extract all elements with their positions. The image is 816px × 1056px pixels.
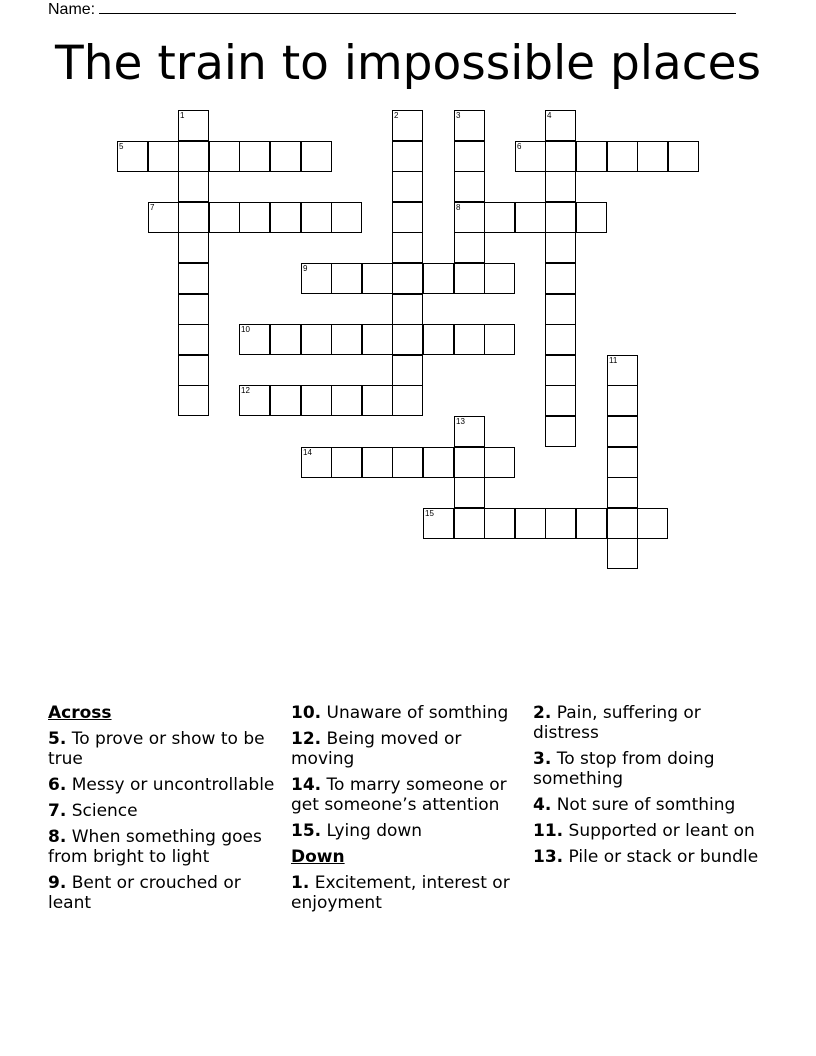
grid-cell[interactable] xyxy=(607,141,638,172)
clue-number: 1 xyxy=(180,111,185,120)
grid-cell[interactable] xyxy=(454,202,485,233)
grid-cell[interactable] xyxy=(484,508,515,539)
grid-cell[interactable] xyxy=(392,202,423,233)
clue-number: 15 xyxy=(425,509,434,518)
grid-cell[interactable] xyxy=(362,447,393,478)
grid-cell[interactable] xyxy=(301,324,332,355)
grid-cell[interactable] xyxy=(117,141,148,172)
grid-cell[interactable] xyxy=(239,324,270,355)
clue-number: 8 xyxy=(456,203,461,212)
grid-cell[interactable] xyxy=(545,141,576,172)
clue-number: 4 xyxy=(547,111,552,120)
grid-cell[interactable] xyxy=(239,141,270,172)
grid-cell[interactable] xyxy=(331,324,362,355)
grid-cell[interactable] xyxy=(178,202,209,233)
grid-cell[interactable] xyxy=(454,171,485,202)
grid-cell[interactable] xyxy=(545,355,576,386)
grid-cell[interactable] xyxy=(515,202,546,233)
clue-number: 11 xyxy=(609,356,618,365)
grid-cell[interactable] xyxy=(607,355,638,386)
clue-column-1 xyxy=(48,703,283,919)
grid-cell[interactable] xyxy=(545,110,576,141)
clue-column-3 xyxy=(533,703,768,873)
clue-down-1: 1. Excitement, interest or enjoyment xyxy=(291,873,510,913)
grid-cell[interactable] xyxy=(545,385,576,416)
grid-cell[interactable] xyxy=(178,171,209,202)
grid-cell[interactable] xyxy=(423,324,454,355)
grid-cell[interactable] xyxy=(270,324,301,355)
page-title: The train to impossible places xyxy=(55,36,761,91)
grid-cell[interactable] xyxy=(454,508,485,539)
grid-cell[interactable] xyxy=(301,141,332,172)
grid-cell[interactable] xyxy=(331,447,362,478)
grid-cell[interactable] xyxy=(545,294,576,325)
across-heading: Across xyxy=(48,703,112,723)
grid-cell[interactable] xyxy=(270,141,301,172)
clue-down-11: 11. Supported or leant on xyxy=(533,821,755,841)
clue-number: 3 xyxy=(456,111,461,120)
clue-number: 5 xyxy=(119,142,124,151)
grid-cell[interactable] xyxy=(545,202,576,233)
grid-cell[interactable] xyxy=(454,232,485,263)
grid-cell[interactable] xyxy=(392,355,423,386)
grid-cell[interactable] xyxy=(545,232,576,263)
down-heading: Down xyxy=(291,847,345,867)
clue-number: 6 xyxy=(517,142,522,151)
grid-cell[interactable] xyxy=(454,110,485,141)
clue-number: 12 xyxy=(241,386,250,395)
grid-cell[interactable] xyxy=(148,141,179,172)
grid-cell[interactable] xyxy=(209,141,240,172)
grid-cell[interactable] xyxy=(576,141,607,172)
grid-cell[interactable] xyxy=(454,263,485,294)
grid-cell[interactable] xyxy=(301,385,332,416)
grid-cell[interactable] xyxy=(392,324,423,355)
clue-number: 13 xyxy=(456,417,465,426)
grid-cell[interactable] xyxy=(270,202,301,233)
grid-cell[interactable] xyxy=(545,171,576,202)
grid-cell[interactable] xyxy=(178,232,209,263)
grid-cell[interactable] xyxy=(423,447,454,478)
clue-number: 2 xyxy=(394,111,399,120)
clue-across-10: 10. Unaware of somthing xyxy=(291,703,509,723)
grid-cell[interactable] xyxy=(454,447,485,478)
grid-cell[interactable] xyxy=(392,232,423,263)
grid-cell[interactable] xyxy=(178,263,209,294)
grid-cell[interactable] xyxy=(545,324,576,355)
grid-cell[interactable] xyxy=(301,447,332,478)
grid-cell[interactable] xyxy=(515,141,546,172)
grid-cell[interactable] xyxy=(301,263,332,294)
grid-cell[interactable] xyxy=(392,294,423,325)
grid-cell[interactable] xyxy=(607,477,638,508)
grid-cell[interactable] xyxy=(668,141,699,172)
grid-cell[interactable] xyxy=(607,385,638,416)
grid-cell[interactable] xyxy=(637,141,668,172)
name-label: Name: xyxy=(48,1,96,18)
grid-cell[interactable] xyxy=(607,416,638,447)
clue-across-5: 5. To prove or show to be true xyxy=(48,729,265,769)
grid-cell[interactable] xyxy=(484,202,515,233)
grid-cell[interactable] xyxy=(545,508,576,539)
clue-across-8: 8. When something goes from bright to light xyxy=(48,827,262,867)
clue-across-9: 9. Bent or crouched or leant xyxy=(48,873,241,913)
grid-cell[interactable] xyxy=(362,263,393,294)
grid-cell[interactable] xyxy=(239,385,270,416)
clue-down-4: 4. Not sure of somthing xyxy=(533,795,736,815)
grid-cell[interactable] xyxy=(392,171,423,202)
clue-down-13: 13. Pile or stack or bundle xyxy=(533,847,759,867)
grid-cell[interactable] xyxy=(484,447,515,478)
grid-cell[interactable] xyxy=(576,508,607,539)
grid-cell[interactable] xyxy=(545,263,576,294)
grid-cell[interactable] xyxy=(392,141,423,172)
grid-cell[interactable] xyxy=(392,263,423,294)
grid-cell[interactable] xyxy=(178,324,209,355)
grid-cell[interactable] xyxy=(423,508,454,539)
grid-cell[interactable] xyxy=(515,508,546,539)
grid-cell[interactable] xyxy=(454,416,485,447)
grid-cell[interactable] xyxy=(270,385,301,416)
clue-across-7: 7. Science xyxy=(48,801,138,821)
clue-number: 14 xyxy=(303,448,312,457)
grid-cell[interactable] xyxy=(484,263,515,294)
grid-cell[interactable] xyxy=(331,263,362,294)
grid-cell[interactable] xyxy=(392,110,423,141)
grid-cell[interactable] xyxy=(607,508,638,539)
grid-cell[interactable] xyxy=(545,416,576,447)
grid-cell[interactable] xyxy=(423,263,454,294)
grid-cell[interactable] xyxy=(362,324,393,355)
grid-cell[interactable] xyxy=(178,385,209,416)
grid-cell[interactable] xyxy=(392,385,423,416)
grid-cell[interactable] xyxy=(484,324,515,355)
grid-cell[interactable] xyxy=(301,202,332,233)
clue-down-2: 2. Pain, suffering or distress xyxy=(533,703,701,743)
grid-cell[interactable] xyxy=(392,447,423,478)
grid-cell[interactable] xyxy=(148,202,179,233)
clue-across-12: 12. Being moved or moving xyxy=(291,729,462,769)
grid-cell[interactable] xyxy=(362,385,393,416)
clue-down-3: 3. To stop from doing something xyxy=(533,749,715,789)
clue-column-2 xyxy=(291,703,526,919)
grid-cell[interactable] xyxy=(454,477,485,508)
clue-number: 9 xyxy=(303,264,308,273)
grid-cell[interactable] xyxy=(331,385,362,416)
grid-cell[interactable] xyxy=(607,538,638,569)
grid-cell[interactable] xyxy=(454,141,485,172)
grid-cell[interactable] xyxy=(607,447,638,478)
clue-number: 7 xyxy=(150,203,155,212)
grid-cell[interactable] xyxy=(576,202,607,233)
grid-cell[interactable] xyxy=(239,202,270,233)
grid-cell[interactable] xyxy=(178,355,209,386)
grid-cell[interactable] xyxy=(454,324,485,355)
clue-across-15: 15. Lying down xyxy=(291,821,423,841)
grid-cell[interactable] xyxy=(331,202,362,233)
clue-number: 10 xyxy=(241,325,250,334)
grid-cell[interactable] xyxy=(178,141,209,172)
clue-across-14: 14. To marry someone or get someone’s attention xyxy=(291,775,507,815)
grid-cell[interactable] xyxy=(178,294,209,325)
grid-cell[interactable] xyxy=(209,202,240,233)
grid-cell[interactable] xyxy=(637,508,668,539)
grid-cell[interactable] xyxy=(178,110,209,141)
clue-across-6: 6. Messy or uncontrollable xyxy=(48,775,275,795)
